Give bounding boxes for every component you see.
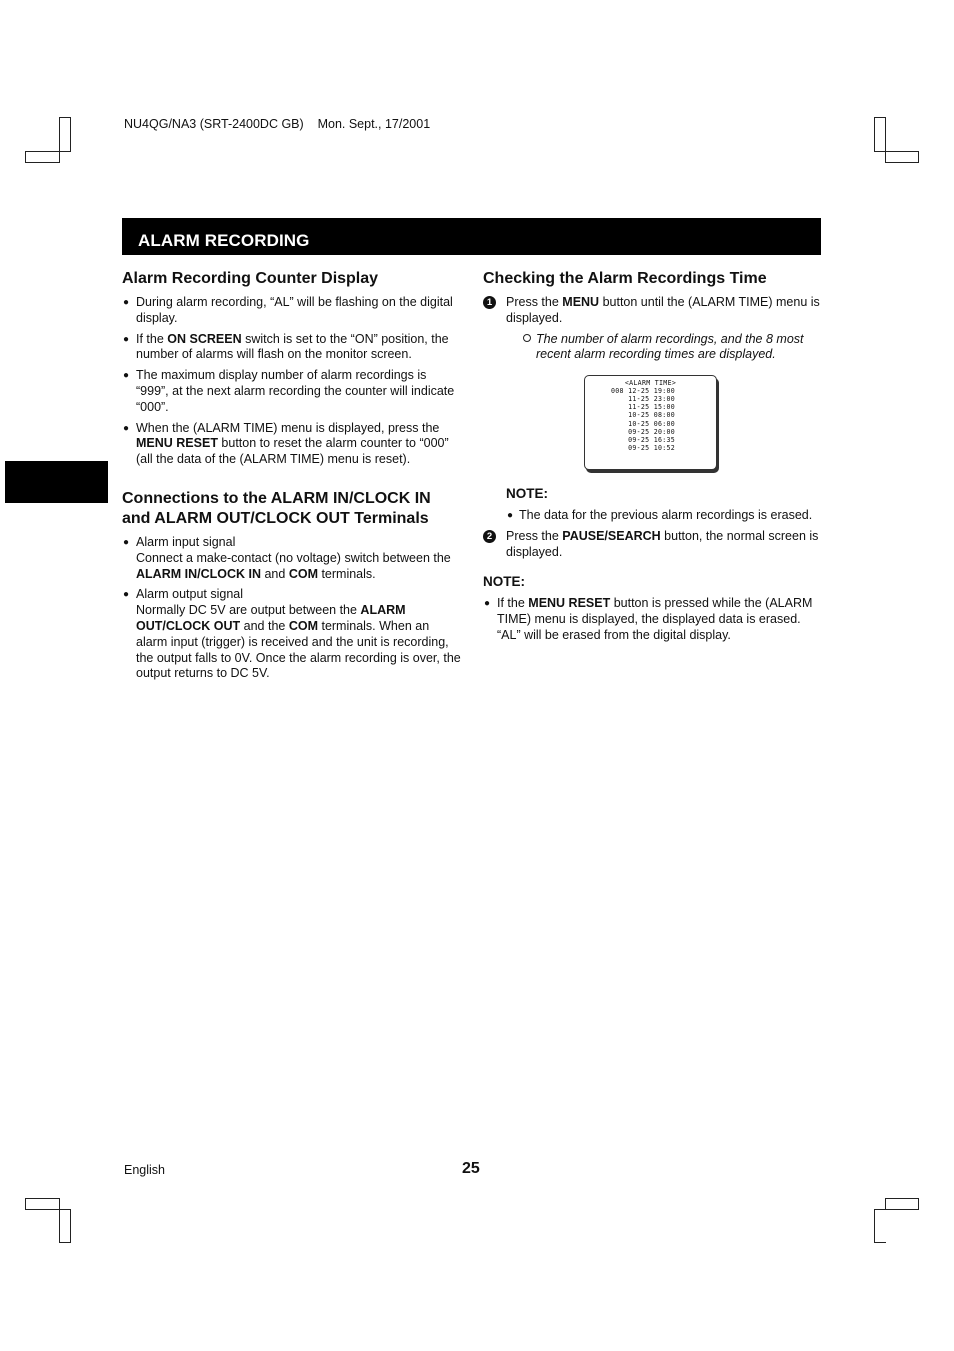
bullet-icon: ●: [507, 509, 514, 521]
list-item-text: If the MENU RESET button is pressed while the (ALARM TIME) menu is displayed, the displayed data is erased. “AL” will be erased from the digital display.: [497, 596, 813, 642]
list-item: [122, 421, 462, 468]
bold-term: COM: [288, 618, 318, 633]
screen-row: 11-25 23:00: [611, 395, 676, 404]
document-id-header: NU4QG/NA3 (SRT-2400DC GB) Mon. Sept., 17/2001: [124, 117, 431, 131]
step-number-2: 2: [483, 530, 496, 543]
page-number: 25: [462, 1160, 480, 1177]
bold-term: ALARM IN/CLOCK IN: [136, 566, 261, 581]
bullet-icon: ●: [123, 422, 130, 434]
list-item-text: Alarm input signal Connect a make-contact (no voltage) switch between the ALARM IN/CLOCK IN and COM terminals.: [136, 534, 451, 581]
screen-row: 09-25 20:00: [611, 427, 676, 436]
bold-term: COM: [288, 566, 318, 581]
bold-term: MENU: [562, 295, 600, 309]
screen-row: 09-25 16:35: [611, 435, 676, 444]
list-item: [122, 295, 462, 327]
screen-row: 11-25 15:00: [611, 403, 676, 412]
bold-term: MENU RESET: [528, 596, 611, 611]
right-column: [483, 269, 828, 649]
step-1-subnote-text: The number of alarm recordings, and the 8 most recent alarm recording times are displayed.: [536, 331, 804, 362]
connections-list: [122, 535, 462, 682]
bold-term: PAUSE/SEARCH: [562, 528, 661, 543]
list-item-text: The maximum display number of alarm recordings is “999”, at the next alarm recording the counter will indicate “000”.: [136, 368, 455, 414]
list-item: [122, 587, 462, 682]
step-1-subnote: [483, 332, 828, 364]
alarm-time-screen: [584, 375, 717, 470]
note-2-list: [483, 596, 828, 643]
list-item: [122, 368, 462, 415]
note-2-heading: NOTE:: [483, 574, 525, 590]
list-item-text: The data for the previous alarm recordings is erased.: [519, 507, 813, 522]
step-2-text: Press the PAUSE/SEARCH button, the normal screen is displayed.: [506, 528, 819, 559]
note-1: [483, 486, 828, 524]
step-1: [483, 295, 828, 327]
bullet-icon: ●: [123, 297, 130, 308]
screen-row: 10-25 06:00: [611, 419, 676, 428]
footer-language: English: [124, 1163, 165, 1177]
note-2: [483, 574, 828, 643]
left-column: [122, 269, 462, 687]
note-1-list: [506, 508, 828, 524]
step-number-1: 1: [483, 296, 496, 309]
bullet-icon: ●: [123, 370, 130, 382]
screen-title: <ALARM TIME>: [624, 379, 677, 388]
bullet-icon: ●: [123, 589, 130, 601]
counter-display-heading: Alarm Recording Counter Display: [122, 270, 379, 287]
checking-heading: Checking the Alarm Recordings Time: [483, 270, 767, 287]
list-item: [122, 332, 462, 364]
bold-term: ON SCREEN: [167, 331, 242, 346]
chapter-tab-marker: [5, 461, 108, 503]
screen-row: 09-25 10:52: [611, 443, 676, 452]
section-banner: [122, 218, 821, 255]
screen-row: 10-25 08:00: [611, 411, 676, 420]
list-item-text: During alarm recording, “AL” will be flashing on the digital display.: [136, 295, 453, 325]
bullet-icon: ●: [123, 536, 130, 548]
section-title: ALARM RECORDING: [138, 231, 310, 250]
bold-term: ALARM OUT/CLOCK OUT: [136, 603, 406, 633]
list-item-text: If the ON SCREEN switch is set to the “ON” position, the number of alarms will flash on the monitor screen.: [136, 331, 449, 362]
screen-rows: [611, 387, 675, 452]
list-item-text: When the (ALARM TIME) menu is displayed, press the MENU RESET button to reset the alarm counter to “000” (all the data of the (ALARM TIME) menu is reset).: [136, 420, 449, 467]
bold-term: MENU RESET: [136, 436, 218, 451]
screen-row: 008 12-25 19:00: [611, 387, 676, 396]
list-item: [122, 535, 462, 582]
note-1-heading: NOTE:: [506, 486, 548, 502]
counter-display-list: [122, 295, 462, 468]
step-2: [483, 529, 828, 561]
steps: [483, 295, 828, 560]
list-item: [506, 508, 828, 524]
bullet-icon: ●: [123, 333, 130, 345]
list-item-text: Alarm output signal Normally DC 5V are output between the ALARM OUT/CLOCK OUT and the COM terminals. When an alarm input (trigger) is received and the unit is recording, the output falls to 0V. Once the alarm recording is over, the output returns to DC 5V.: [136, 587, 461, 681]
hollow-circle-icon: [523, 334, 531, 342]
connections-heading: Connections to the ALARM IN/CLOCK IN and ALARM OUT/CLOCK OUT Terminals: [122, 489, 431, 527]
bullet-icon: ●: [484, 598, 491, 610]
step-1-text: Press the MENU button until the (ALARM TIME) menu is displayed.: [506, 295, 820, 325]
list-item: [483, 596, 828, 643]
